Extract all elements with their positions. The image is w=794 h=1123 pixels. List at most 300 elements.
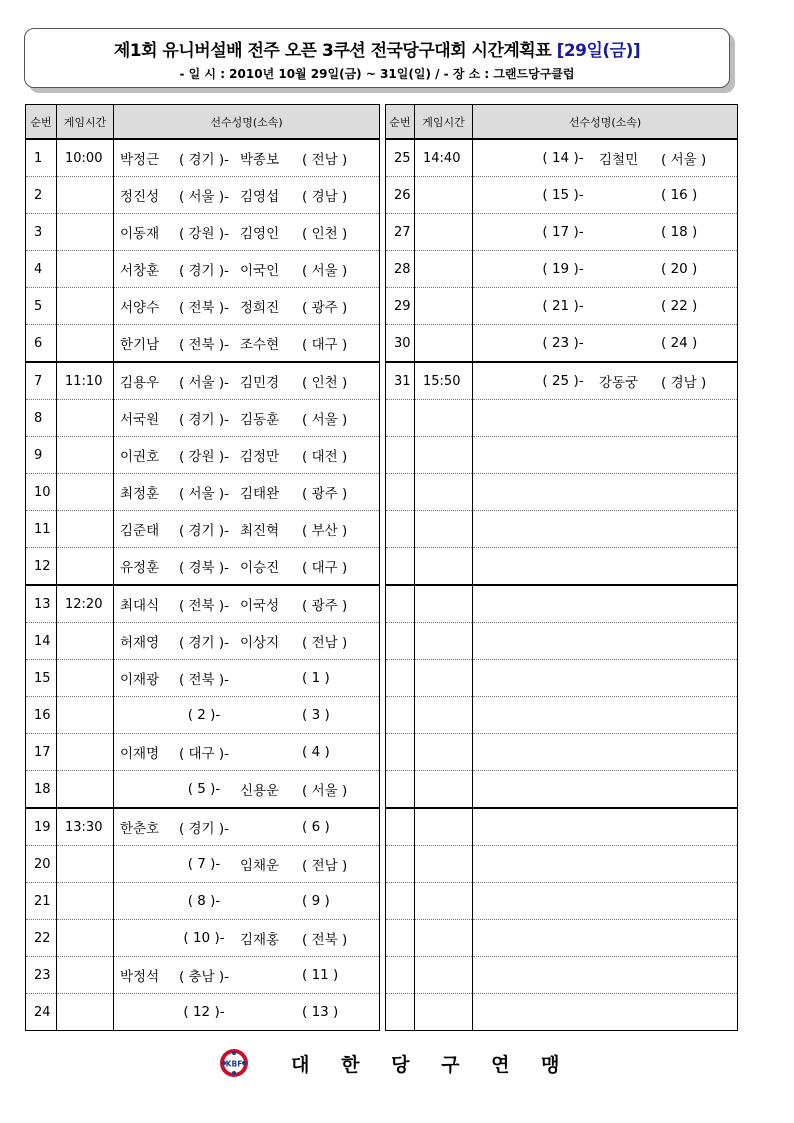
player2-name: 박종보 [240,152,280,168]
order-cell: 18 [26,771,57,809]
table-row [26,585,380,623]
schedule-table-left [25,104,380,1031]
time-cell [415,400,473,437]
player2-name: 정희진 [240,300,280,316]
table-row [386,548,738,586]
time-cell [57,734,114,771]
time-cell [415,177,473,214]
table-row [386,808,738,846]
time-cell [57,548,114,586]
player2-name: 이상지 [240,635,280,651]
time-cell [415,251,473,288]
time-cell [57,251,114,288]
match-cell [114,697,380,734]
match [114,214,379,250]
match-cell [473,920,738,957]
match [114,697,379,733]
match [114,623,379,659]
match-cell [114,437,380,474]
order-cell: 3 [26,214,57,251]
order-cell [386,994,415,1031]
table-row [386,325,738,363]
match-cell [473,994,738,1031]
table-row [386,139,738,177]
title-box [24,28,730,88]
time-cell: 12:20 [57,585,114,623]
match [473,140,737,176]
player1-region: ( 서울 )- [178,486,230,502]
table-row [386,771,738,809]
table-row [386,920,738,957]
player1-region: ( 강원 )- [178,226,230,242]
player1-region: ( 8 )- [187,893,221,909]
player1-region: ( 경기 )- [178,523,230,539]
match [114,846,379,882]
time-cell: 13:30 [57,808,114,846]
player1-region: ( 경북 )- [178,560,230,576]
match [473,214,737,250]
match [114,140,379,176]
match-cell [473,808,738,846]
time-cell: 10:00 [57,139,114,177]
player2-region: ( 24 ) [661,335,698,351]
table-row [26,883,380,920]
time-cell [57,437,114,474]
player2-region: ( 전북 ) [302,932,348,948]
match-cell [114,771,380,809]
time-cell [415,288,473,325]
match-cell [114,362,380,400]
player1-region: ( 전북 )- [178,337,230,353]
player2-region: ( 9 ) [302,893,330,909]
match-cell [114,808,380,846]
match-cell [114,920,380,957]
order-cell: 27 [386,214,415,251]
match [473,325,737,361]
table-row [26,957,380,994]
order-cell [386,511,415,548]
org-name-char: 한 [341,1053,360,1076]
col-header-time: 게임시간 [415,105,473,140]
order-cell: 2 [26,177,57,214]
match-cell [473,697,738,734]
player2-region: ( 전남 ) [302,635,348,651]
match-cell [473,400,738,437]
table-row [26,623,380,660]
player1-region: ( 경기 )- [178,821,230,837]
match-cell [114,660,380,697]
match [114,957,379,993]
player2-region: ( 광주 ) [302,300,348,316]
match [114,511,379,547]
player2-name: 김재홍 [240,932,280,948]
player2-name: 김동훈 [240,412,280,428]
player2-region: ( 전남 ) [302,858,348,874]
table-row [26,139,380,177]
player1-region: ( 대구 )- [178,746,230,762]
player1-region: ( 전북 )- [178,300,230,316]
page-subtitle: - 일 시 : 2010년 10월 29일(금) ~ 31일(일) / - 장 소 : 그랜드당구클럽 [179,67,575,81]
match [114,251,379,287]
player2-region: ( 광주 ) [302,486,348,502]
order-cell: 16 [26,697,57,734]
player2-region: ( 서울 ) [661,152,707,168]
order-cell: 31 [386,362,415,400]
logo-text: KBF [225,1059,243,1069]
player1-name: 서창훈 [120,263,160,279]
time-cell [415,771,473,809]
player2-name: 이국성 [240,598,280,614]
match-cell [114,400,380,437]
player1-region: ( 21 )- [542,298,584,314]
table-row [386,697,738,734]
table-row [26,994,380,1031]
match-cell [473,288,738,325]
order-cell: 20 [26,846,57,883]
match [114,660,379,696]
col-header-time: 게임시간 [57,105,114,140]
player2-region: ( 6 ) [302,819,330,835]
match [114,548,379,584]
order-cell: 17 [26,734,57,771]
player2-region: ( 인천 ) [302,375,348,391]
player2-region: ( 대전 ) [302,449,348,465]
player1-region: ( 충남 )- [178,969,230,985]
table-row [26,400,380,437]
player1-name: 최정훈 [120,486,160,502]
match-cell [114,994,380,1031]
player1-name: 김준태 [120,523,160,539]
player2-region: ( 11 ) [302,967,339,983]
title-main: 제1회 유니버설배 전주 오픈 3쿠션 전국당구대회 시간계획표 [113,41,557,61]
time-cell [415,994,473,1031]
player1-name: 정진성 [120,189,160,205]
match-cell [114,734,380,771]
table-row [26,771,380,809]
order-cell: 25 [386,139,415,177]
time-cell [57,883,114,920]
time-cell [415,437,473,474]
player1-name: 허재영 [120,635,160,651]
match-cell [473,548,738,586]
player2-name: 이승진 [240,560,280,576]
player1-region: ( 5 )- [187,781,221,797]
player1-region: ( 23 )- [542,335,584,351]
order-cell: 24 [26,994,57,1031]
player1-region: ( 10 )- [183,930,225,946]
table-row [26,214,380,251]
player2-region: ( 부산 ) [302,523,348,539]
table-row [386,511,738,548]
match [114,586,379,622]
player1-region: ( 경기 )- [178,412,230,428]
order-cell: 28 [386,251,415,288]
player2-name: 김정만 [240,449,280,465]
kbf-emblem-icon [219,1048,249,1078]
player1-region: ( 전북 )- [178,598,230,614]
order-cell: 10 [26,474,57,511]
match-cell [114,214,380,251]
player2-region: ( 13 ) [302,1004,339,1020]
order-cell: 8 [26,400,57,437]
time-cell [415,474,473,511]
match-cell [114,585,380,623]
player2-region: ( 4 ) [302,744,330,760]
table-row [386,400,738,437]
order-cell: 7 [26,362,57,400]
player1-region: ( 17 )- [542,224,584,240]
schedule-table-right [385,104,738,1031]
player1-name: 김용우 [120,375,160,391]
match-cell [473,623,738,660]
match-cell [473,771,738,809]
order-cell [386,474,415,511]
player2-region: ( 3 ) [302,707,330,723]
table-row [386,288,738,325]
time-cell [415,808,473,846]
match-cell [473,214,738,251]
time-cell: 14:40 [415,139,473,177]
order-cell: 6 [26,325,57,363]
time-cell [57,325,114,363]
player1-name: 이동재 [120,226,160,242]
org-name-char: 구 [441,1053,460,1076]
player2-region: ( 1 ) [302,670,330,686]
time-cell [57,400,114,437]
order-cell [386,437,415,474]
order-cell [386,548,415,586]
player2-region: ( 22 ) [661,298,698,314]
table-row [386,214,738,251]
match-cell [114,623,380,660]
time-cell [57,994,114,1031]
player1-name: 서양수 [120,300,160,316]
match [114,474,379,510]
player2-name: 이국인 [240,263,280,279]
match-cell [114,177,380,214]
player2-name: 강동궁 [599,375,639,391]
player2-region: ( 대구 ) [302,337,348,353]
table-row [386,846,738,883]
match [114,920,379,956]
table-row [26,511,380,548]
player1-region: ( 서울 )- [178,189,230,205]
order-cell: 23 [26,957,57,994]
order-cell: 4 [26,251,57,288]
match [114,177,379,213]
match-cell [473,177,738,214]
player2-region: ( 서울 ) [302,263,348,279]
player2-region: ( 광주 ) [302,598,348,614]
time-cell [57,771,114,809]
match [114,288,379,324]
order-cell: 14 [26,623,57,660]
match-cell [114,548,380,586]
time-cell [415,214,473,251]
table-row [26,548,380,586]
player1-name: 박정석 [120,969,160,985]
table-row [26,362,380,400]
table-row [26,177,380,214]
match [114,325,379,361]
player2-region: ( 16 ) [661,187,698,203]
order-cell: 5 [26,288,57,325]
match-cell [473,139,738,177]
table-row [26,325,380,363]
table-row [386,177,738,214]
table-row [386,585,738,623]
time-cell: 15:50 [415,362,473,400]
table-row [386,437,738,474]
table-row [26,846,380,883]
match-cell [473,437,738,474]
order-cell [386,400,415,437]
match [473,177,737,213]
org-name [275,1052,575,1074]
match [114,771,379,807]
col-header-players: 선수성명(소속) [473,105,738,140]
player1-region: ( 25 )- [542,373,584,389]
player2-name: 김영인 [240,226,280,242]
time-cell [57,511,114,548]
order-cell: 1 [26,139,57,177]
player1-region: ( 경기 )- [178,152,230,168]
time-cell [415,623,473,660]
player2-region: ( 20 ) [661,261,698,277]
match [114,809,379,845]
table-row [386,994,738,1031]
order-cell [386,771,415,809]
order-cell: 19 [26,808,57,846]
table-row [26,474,380,511]
player2-name: 최진혁 [240,523,280,539]
time-cell [415,511,473,548]
match-cell [114,251,380,288]
page-title [25,36,729,61]
table-row [26,437,380,474]
table-header-row [26,105,380,140]
match-cell [473,362,738,400]
player2-region: ( 인천 ) [302,226,348,242]
player1-name: 최대식 [120,598,160,614]
match [114,883,379,919]
match [114,734,379,770]
org-name-char: 대 [291,1053,310,1076]
order-cell: 15 [26,660,57,697]
order-cell [386,846,415,883]
order-cell: 21 [26,883,57,920]
player2-name: 김태완 [240,486,280,502]
player1-region: ( 15 )- [542,187,584,203]
order-cell: 13 [26,585,57,623]
match [114,363,379,399]
match [114,437,379,473]
player2-name: 김민경 [240,375,280,391]
player1-name: 이권호 [120,449,160,465]
match [473,288,737,324]
player1-region: ( 7 )- [187,856,221,872]
match [114,994,379,1030]
order-cell: 29 [386,288,415,325]
time-cell [57,697,114,734]
player1-name: 한기남 [120,337,160,353]
time-cell [57,214,114,251]
player2-name: 신용운 [240,783,280,799]
player1-region: ( 강원 )- [178,449,230,465]
table-row [386,883,738,920]
order-cell [386,697,415,734]
match-cell [473,511,738,548]
order-cell: 30 [386,325,415,363]
time-cell [415,325,473,363]
table-row [386,660,738,697]
table-row [26,734,380,771]
order-cell: 22 [26,920,57,957]
player2-region: ( 경남 ) [302,189,348,205]
player1-name: 이재광 [120,672,160,688]
player1-region: ( 2 )- [187,707,221,723]
match-cell [114,883,380,920]
time-cell [415,846,473,883]
time-cell [415,660,473,697]
match [473,363,737,399]
time-cell [415,548,473,586]
table-row [386,362,738,400]
footer [0,1048,794,1078]
match-cell [114,846,380,883]
order-cell [386,660,415,697]
player1-name: 박정근 [120,152,160,168]
time-cell [415,957,473,994]
order-cell: 11 [26,511,57,548]
match-cell [473,734,738,771]
table-row [26,251,380,288]
match-cell [473,585,738,623]
table-row [26,920,380,957]
match-cell [114,288,380,325]
table-row [386,734,738,771]
table-header-row [386,105,738,140]
table-row [26,660,380,697]
order-cell [386,734,415,771]
player2-region: ( 서울 ) [302,783,348,799]
col-header-order: 순번 [386,105,415,140]
org-name-char: 연 [491,1053,510,1076]
order-cell [386,808,415,846]
player2-name: 김영섭 [240,189,280,205]
col-header-players: 선수성명(소속) [114,105,380,140]
time-cell [57,846,114,883]
table-row [26,697,380,734]
match-cell [114,957,380,994]
table-row [386,957,738,994]
player2-region: ( 경남 ) [661,375,707,391]
player1-region: ( 경기 )- [178,263,230,279]
time-cell [57,623,114,660]
order-cell [386,585,415,623]
table-row [26,808,380,846]
match-cell [473,883,738,920]
title-day: [29일(금)] [556,41,641,61]
table-row [386,474,738,511]
player2-region: ( 18 ) [661,224,698,240]
match-cell [473,325,738,363]
match-cell [114,474,380,511]
time-cell [57,474,114,511]
match-cell [114,511,380,548]
player1-region: ( 19 )- [542,261,584,277]
player2-region: ( 서울 ) [302,412,348,428]
